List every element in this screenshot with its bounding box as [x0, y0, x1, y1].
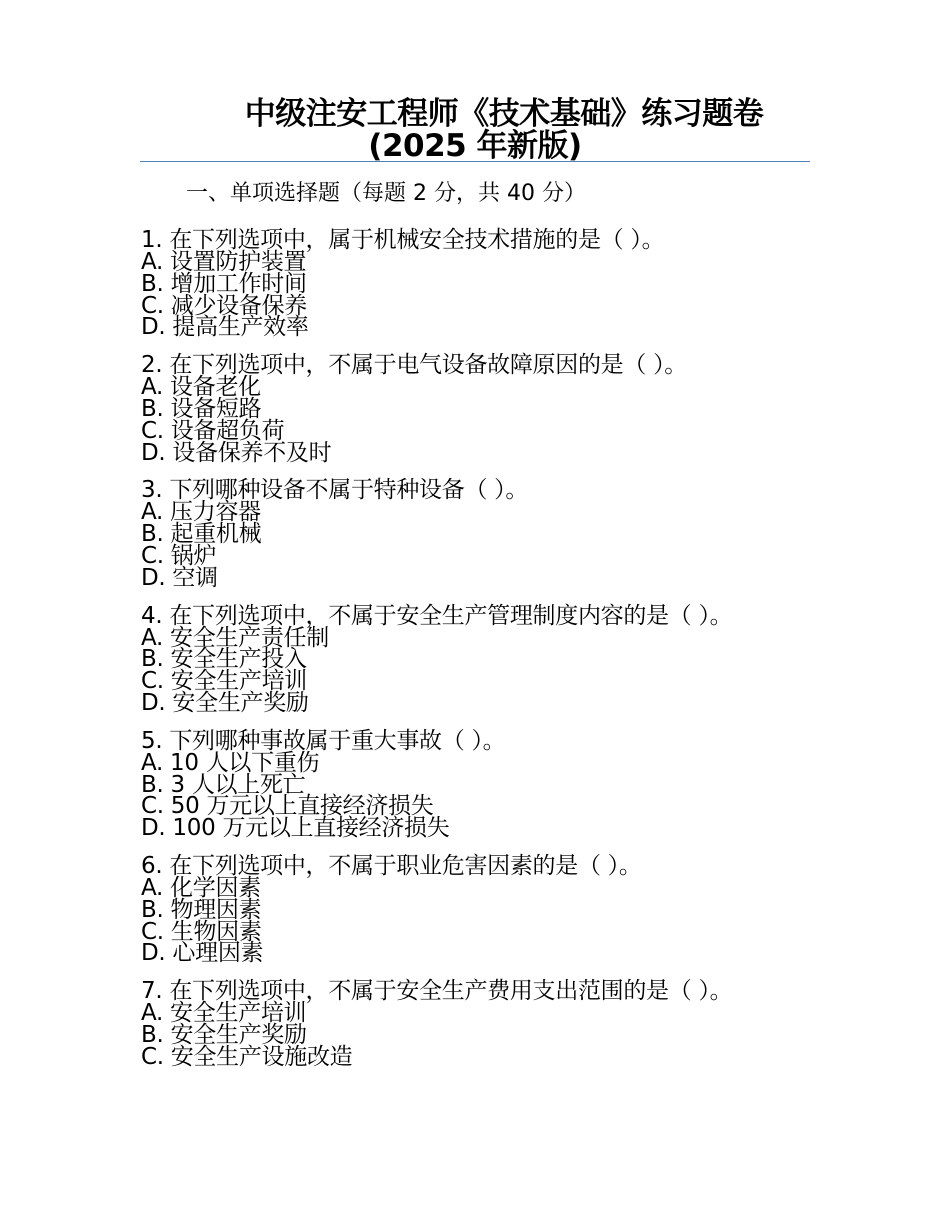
question-stem: 4. 在下列选项中，不属于安全生产管理制度内容的是（ ）。: [141, 602, 733, 629]
title-line-1: 中级注安工程师《技术基础》练习题卷: [244, 96, 764, 132]
option-c: C. 锅炉: [141, 542, 217, 569]
section-heading: 一、单项选择题（每题 2 分，共 40 分）: [186, 181, 586, 206]
question-6: [141, 854, 831, 965]
option-a: A. 安全生产责任制: [141, 624, 329, 651]
option-c: C. 设备超负荷: [141, 417, 285, 444]
option-d: D. 设备保养不及时: [141, 439, 332, 466]
document-title: [140, 98, 810, 162]
question-stem: 6. 在下列选项中，不属于职业危害因素的是（ ）。: [141, 852, 642, 879]
option-d: D. 提高生产效率: [141, 314, 309, 341]
question-4: [141, 604, 831, 715]
option-b: B. 增加工作时间: [141, 270, 307, 297]
option-a: A. 化学因素: [141, 874, 261, 901]
option-c: C. 减少设备保养: [141, 292, 307, 319]
question-stem: 3. 下列哪种设备不属于特种设备（ ）。: [141, 477, 529, 504]
title-line-2: (2025 年新版): [368, 128, 582, 164]
option-b: B. 安全生产投入: [141, 646, 307, 673]
option-c: C. 50 万元以上直接经济损失: [141, 793, 434, 820]
question-5: [141, 729, 831, 840]
option-c: C. 安全生产设施改造: [141, 1043, 353, 1070]
option-a: A. 10 人以下重伤: [141, 749, 320, 776]
question-1: [141, 228, 831, 339]
option-c: C. 安全生产培训: [141, 668, 307, 695]
question-3: [141, 478, 831, 589]
question-7: [141, 979, 831, 1068]
option-a: A. 压力容器: [141, 499, 261, 526]
option-b: B. 设备短路: [141, 395, 262, 422]
question-2: [141, 353, 831, 464]
option-d: D. 空调: [141, 564, 218, 591]
question-stem: 1. 在下列选项中，属于机械安全技术措施的是（ ）。: [141, 227, 665, 253]
option-d: D. 心理因素: [141, 940, 264, 967]
option-a: A. 设备老化: [141, 374, 261, 401]
question-list: [141, 228, 831, 1083]
option-a: A. 设置防护装置: [141, 249, 307, 275]
option-c: C. 生物因素: [141, 918, 262, 945]
question-stem: 5. 下列哪种事故属于重大事故（ ）。: [141, 727, 506, 754]
option-b: B. 物理因素: [141, 896, 262, 923]
option-b: B. 3 人以上死亡: [141, 771, 306, 798]
option-a: A. 安全生产培训: [141, 1000, 307, 1027]
question-stem: 2. 在下列选项中，不属于电气设备故障原因的是（ ）。: [141, 352, 687, 379]
option-b: B. 起重机械: [141, 521, 262, 548]
title-divider: [140, 161, 810, 162]
option-d: D. 100 万元以上直接经济损失: [141, 815, 450, 842]
question-stem: 7. 在下列选项中，不属于安全生产费用支出范围的是（ ）。: [141, 978, 733, 1005]
option-b: B. 安全生产奖励: [141, 1021, 307, 1048]
option-d: D. 安全生产奖励: [141, 689, 309, 716]
